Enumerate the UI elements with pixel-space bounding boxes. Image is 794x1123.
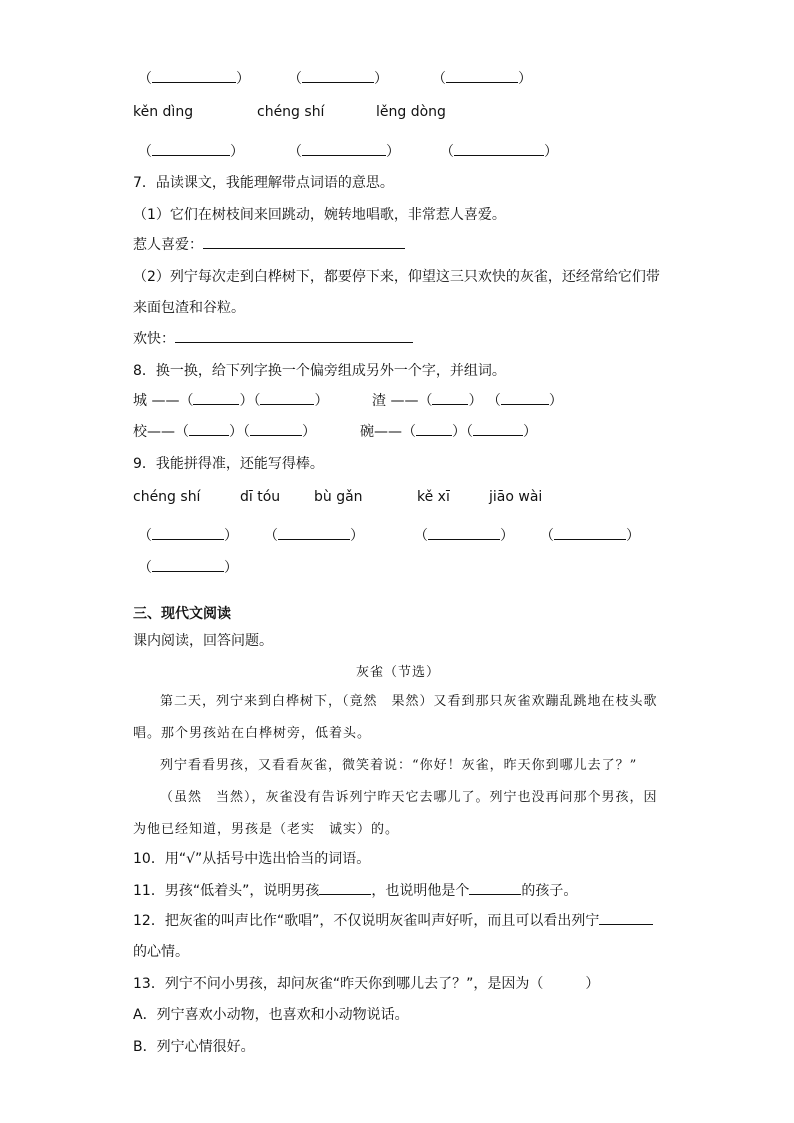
pinyin: chéng shí bbox=[133, 489, 201, 505]
passage-line: 为他已经知道，男孩是（老实 诚实）的。 bbox=[133, 822, 400, 837]
pinyin: jiāo wài bbox=[489, 489, 543, 505]
question-7-sentence-2a: （2）列宁每次走到白桦树下，都要停下来，仰望这三只欢快的灰雀，还经常给它们带 bbox=[133, 269, 660, 285]
answer-blank[interactable]: （ ） bbox=[402, 424, 466, 440]
option-b[interactable]: B．列宁心情很好。 bbox=[133, 1039, 255, 1055]
answer-blank[interactable] bbox=[469, 880, 521, 895]
question-7-sentence-2b: 来面包渣和谷粒。 bbox=[133, 300, 245, 316]
answer-blank[interactable]: （ ） bbox=[540, 525, 640, 545]
section-intro: 课内阅读，回答问题。 bbox=[133, 633, 273, 649]
answer-blank[interactable]: （ ） bbox=[440, 141, 558, 161]
q8-row-1b: 渣 ——（ ） （ ） bbox=[372, 390, 563, 410]
answer-blank[interactable]: （ ） bbox=[487, 393, 563, 409]
question-7-answer-2[interactable]: 欢快： bbox=[133, 328, 413, 348]
pinyin: kěn dìng bbox=[133, 104, 194, 120]
passage-line: 列宁看看男孩，又看看灰雀，微笑着说：“你好！灰雀，昨天你到哪儿去了？” bbox=[160, 758, 638, 773]
answer-blank[interactable]: （ ） bbox=[138, 557, 238, 577]
answer-blank[interactable]: （ ） bbox=[466, 424, 537, 440]
passage-title: 灰雀（节选） bbox=[356, 665, 441, 680]
pinyin: kě xī bbox=[417, 489, 450, 505]
q8-row-2: 校——（ ）（ ） bbox=[133, 421, 316, 441]
pinyin: dī tóu bbox=[240, 489, 281, 505]
pinyin: chéng shí bbox=[257, 104, 325, 120]
q8-row-1: 城 ——（ ）（ ） bbox=[133, 390, 328, 410]
answer-blank[interactable]: （ ） bbox=[138, 525, 238, 545]
pinyin: lěng dòng bbox=[376, 104, 446, 120]
question-13: 13．列宁不问小男孩，却问灰雀“昨天你到哪儿去了？”，是因为（ ） bbox=[133, 976, 600, 992]
answer-blank[interactable]: （ ） bbox=[138, 141, 244, 161]
answer-blank[interactable]: （ ） bbox=[432, 68, 532, 88]
question-7-sentence-1: （1）它们在树枝间来回跳动，婉转地唱歌，非常惹人喜爱。 bbox=[133, 207, 506, 223]
question-12: 12．把灰雀的叫声比作“歌唱”，不仅说明灰雀叫声好听，而且可以看出列宁 bbox=[133, 910, 653, 930]
answer-blank[interactable]: （ ） bbox=[264, 525, 364, 545]
answer-blank[interactable]: （ ） bbox=[179, 393, 253, 409]
question-9-title: 9．我能拼得准，还能写得棒。 bbox=[133, 456, 324, 472]
passage-line: 第二天，列宁来到白桦树下，（竟然 果然）又看到那只灰雀欢蹦乱跳地在枝头歌 bbox=[160, 694, 658, 709]
answer-blank[interactable] bbox=[319, 880, 371, 895]
answer-blank[interactable]: （ ） bbox=[288, 141, 400, 161]
question-10: 10．用“√”从括号中选出恰当的词语。 bbox=[133, 851, 371, 867]
q8-row-2b: 碗——（ ）（ ） bbox=[360, 421, 537, 441]
question-12-tail: 的心情。 bbox=[133, 944, 189, 960]
passage-line: （虽然 当然），灰雀没有告诉列宁昨天它去哪儿了。列宁也没再问那个男孩，因 bbox=[160, 790, 658, 805]
question-11: 11．男孩“低着头”，说明男孩 ，也说明他是个 的孩子。 bbox=[133, 880, 577, 900]
pinyin: bù gǎn bbox=[314, 489, 363, 505]
answer-blank[interactable]: （ ） bbox=[414, 525, 514, 545]
answer-blank[interactable]: （ ） bbox=[243, 424, 316, 440]
answer-blank[interactable]: （ ） bbox=[253, 393, 328, 409]
question-7-answer-1[interactable]: 惹人喜爱： bbox=[133, 234, 405, 254]
answer-blank[interactable] bbox=[599, 910, 653, 925]
option-a[interactable]: A．列宁喜欢小动物，也喜欢和小动物说话。 bbox=[133, 1007, 409, 1023]
answer-blank[interactable]: （ ） bbox=[288, 68, 388, 88]
question-8-title: 8．换一换，给下列字换一个偏旁组成另外一个字，并组词。 bbox=[133, 363, 506, 379]
answer-blank[interactable]: （ ） bbox=[418, 393, 482, 409]
passage-line: 唱。那个男孩站在白桦树旁，低着头。 bbox=[133, 726, 372, 741]
section-heading: 三、现代文阅读 bbox=[133, 606, 231, 622]
answer-blank[interactable]: （ ） bbox=[175, 424, 243, 440]
question-7-title: 7．品读课文，我能理解带点词语的意思。 bbox=[133, 175, 394, 191]
answer-blank[interactable]: （ ） bbox=[138, 68, 250, 88]
